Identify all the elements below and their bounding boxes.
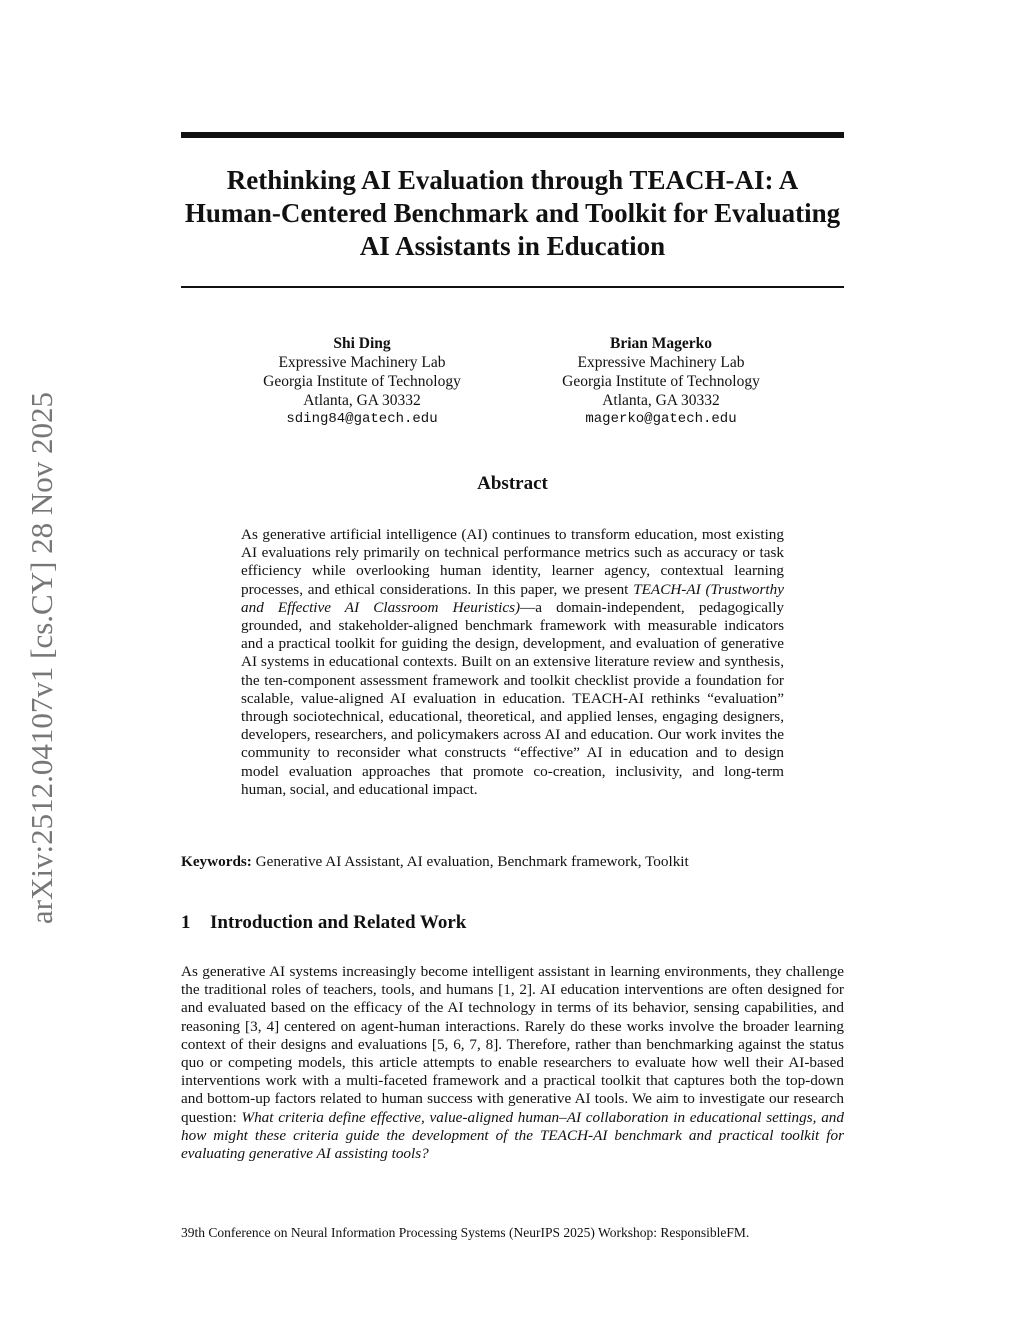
research-question: What criteria define effective, value-aligned human–AI collaboration in educational settings, and how might these criteria guide the development of the TEACH-AI benchmark and practical toolkit for evaluating generative AI assisting tools? (181, 1108, 844, 1163)
paper-title: Rethinking AI Evaluation through TEACH-AI: A Human-Centered Benchmark and Toolkit for Evaluating AI Assistants in Education (184, 165, 841, 261)
title-top-rule (181, 132, 844, 138)
abstract-text-part1: As generative artificial intelligence (AI) continues to transform education, most existing AI evaluations rely primarily on technical performance metrics such as accuracy or task efficiency while overlooking human identity, learner agency, contextual learning processes, and ethical considerations. In this paper, we present (241, 526, 784, 598)
abstract-body (241, 526, 784, 799)
introduction-body (181, 963, 844, 1163)
author-location: Atlanta, GA 30332 (303, 392, 421, 409)
section-number: 1 (181, 912, 191, 933)
author-institution: Georgia Institute of Technology (562, 373, 760, 390)
keywords-line (181, 852, 844, 871)
author-email[interactable]: magerko@gatech.edu (585, 411, 737, 427)
keywords-text: Generative AI Assistant, AI evaluation, Benchmark framework, Toolkit (255, 853, 689, 870)
author-2 (511, 334, 811, 429)
section-heading (181, 912, 844, 934)
introduction-text: As generative AI systems increasingly become intelligent assistant in learning environments, they challenge the traditional roles of teachers, tools, and humans [1, 2]. AI education interventions are often designed for and evaluated based on the efficacy of the AI technology in terms of its behavior, sensing capabilities, and reasoning [3, 4] centered on agent-human interactions. Rarely do these works involve the broader learning context of their designs and evaluations [5, 6, 7, 8]. Therefore, rather than benchmarking against the status quo or competing models, this article attempts to enable researchers to evaluate how well their AI-based interventions work with a multi-faceted framework and a practical toolkit that captures both the top-down and bottom-up factors related to human success with generative AI tools. We aim to investigate our research question: (181, 963, 844, 1126)
author-name: Brian Magerko (609, 335, 713, 352)
author-institution: Georgia Institute of Technology (263, 373, 461, 390)
author-1 (212, 334, 512, 429)
author-location: Atlanta, GA 30332 (602, 392, 720, 409)
author-lab: Expressive Machinery Lab (577, 354, 745, 371)
keywords-label: Keywords: (181, 853, 252, 870)
title-bottom-rule (181, 286, 844, 288)
abstract-framework-name: TEACH-AI (Trustworthy and Effective AI Classroom Heuristics) (241, 580, 784, 616)
arxiv-identifier-stamp: arXiv:2512.04107v1 [cs.CY] 28 Nov 2025 (24, 391, 59, 925)
conference-footnote: 39th Conference on Neural Information Processing Systems (NeurIPS 2025) Workshop: ResponsibleFM. (181, 1225, 750, 1240)
section-title: Introduction and Related Work (210, 912, 467, 933)
author-email[interactable]: sding84@gatech.edu (286, 411, 438, 427)
author-name: Shi Ding (333, 335, 391, 352)
abstract-text-part2: —a domain-independent, pedagogically grounded, and stakeholder-aligned benchmark framework with measurable indicators and a practical toolkit for guiding the design, development, and evaluation of generative AI systems in educational contexts. Built on an extensive literature review and synthesis, the ten-component assessment framework and toolkit checklist provide a foundation for scalable, value-aligned AI evaluation in education. TEACH-AI rethinks “evaluation” through sociotechnical, educational, theoretical, and applied lenses, engaging designers, developers, researchers, and policymakers across AI and education. Our work invites the community to reconsider what constructs “effective” AI in education and to design model evaluation approaches that promote co-creation, inclusivity, and long-term human, social, and educational impact. (241, 598, 785, 798)
author-lab: Expressive Machinery Lab (278, 354, 446, 371)
abstract-heading: Abstract (477, 473, 548, 494)
